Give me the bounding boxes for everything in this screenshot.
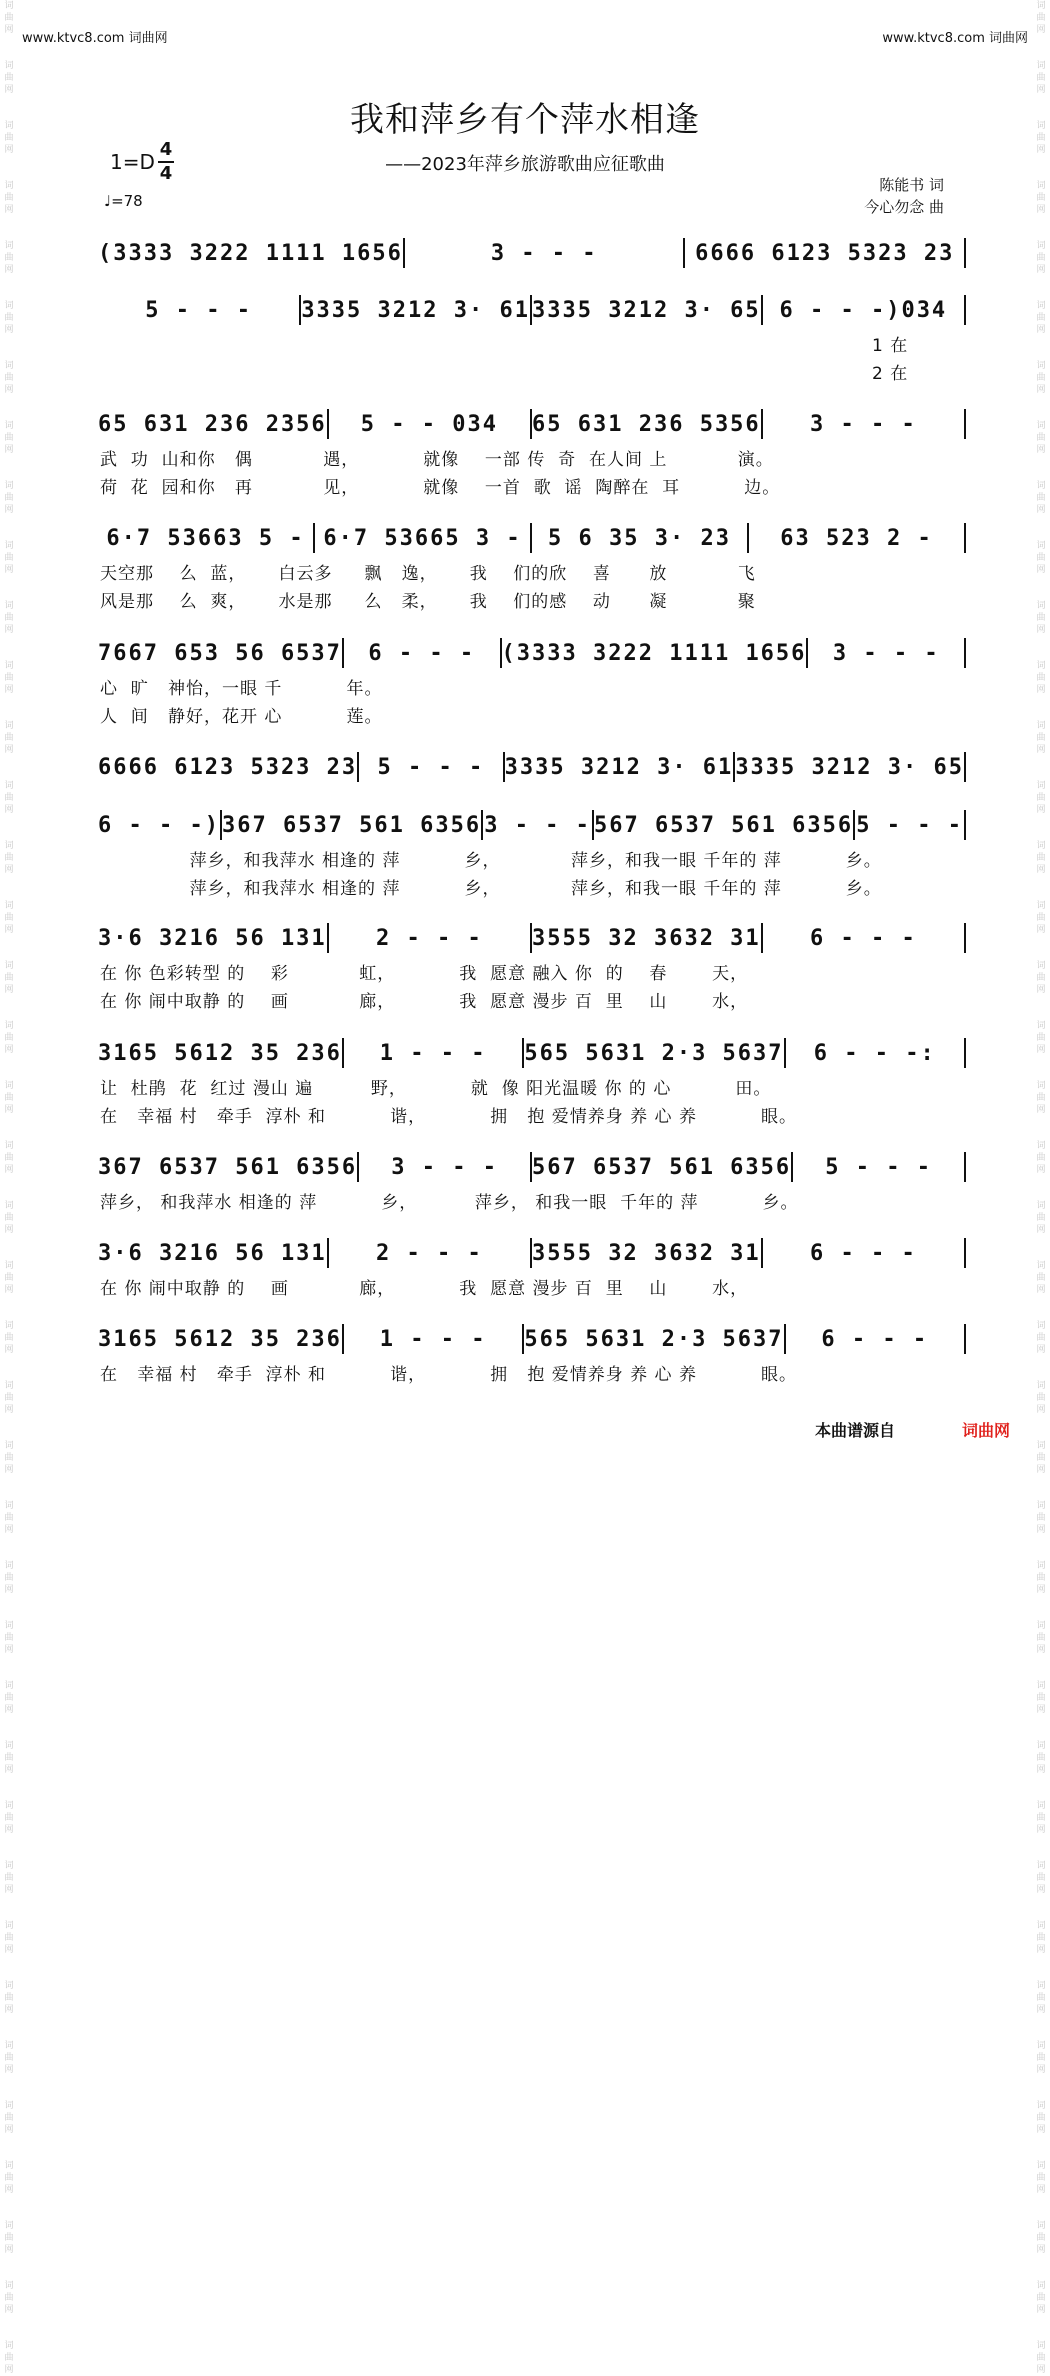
barline [964,523,966,553]
lyric-line: 天空那 么 蓝， 白云多 飘 逸， 我 们的欣 喜 放 飞 [100,564,756,584]
measure: 6 - - - [368,640,476,666]
lyric-line: 风是那 么 爽， 水是那 么 柔， 我 们的感 动 凝 聚 [100,592,756,612]
measure: 6 - - - [809,925,917,951]
lyric-line: 人 间 静好，花开 心 莲。 [100,707,383,727]
barline [964,638,966,668]
time-signature [158,140,174,184]
measure: 5 - - 034 [360,411,498,437]
measure: 3 - - - [809,411,917,437]
barline [964,923,966,953]
measure: 5 - - - [377,754,485,780]
barline [964,1324,966,1354]
score-row [96,407,966,441]
measure: 2 - - - [375,925,483,951]
measure: 567 6537 561 6356 [532,1154,792,1180]
measure: 3·6 3216 56 131 [98,1240,327,1266]
barline [964,1152,966,1182]
measure: 6 - - -: [813,1040,936,1066]
watermark-left-strip: 词 曲 网 词 曲 网 词 曲 网 词 曲 网 词 曲 网 词 曲 网 词 曲 网 词 曲 网 词 曲 网 词 曲 网 词 曲 网 词 曲 网 词 曲 网 词 曲 网 词 曲 网 词 曲 网 词 曲 网 词 曲 网 词 曲 网 词 曲 网 词 曲 网 词 曲 网 词 曲 网 词 曲 网 词 曲 网 词 曲 网 词 曲 网 词 曲 网 词 曲 网 词 曲 网 词 曲 网 词 曲 网 词 曲 网 词 曲 网 词 曲 网 词 曲 网 词 曲 网 词 曲 网 词 曲 网 词 曲 网 [4,1,14,2375]
lyric-line: 1 在 [872,336,909,356]
score-row [96,1322,966,1356]
measure: 3335 3212 3· 65 [735,754,964,780]
measure: 65 631 236 5356 [532,411,761,437]
measure: 3555 32 3632 31 [532,1240,761,1266]
measure: 565 5631 2·3 5637 [524,1326,784,1352]
measure: 6 - - - [821,1326,929,1352]
header-watermark-right: www.ktvc8.com 词曲网 [882,31,1028,46]
lyric-line: 在 你 闹中取静 的 画 廊， 我 愿意 漫步 百 里 山 水， [100,1279,749,1299]
measure: 3 - - - [484,812,591,838]
barline [964,238,966,268]
score-row [96,808,966,842]
lyric-line: 让 杜鹃 花 红过 漫山 遍 野， 就 像 阳光温暖 你 的 心 田。 [100,1079,772,1099]
score-row [96,1036,966,1070]
measure: 367 6537 561 6356 [221,812,482,838]
barline [964,295,966,325]
lyric-line: 在 幸福 村 牵手 淳朴 和 谐， 拥 抱 爱情养身 养 心 养 眼。 [100,1365,797,1385]
measure: 3·6 3216 56 131 [98,925,327,951]
measure: 3 - - - [391,1154,498,1180]
measure: 3165 5612 35 236 [98,1326,342,1352]
measure: 6·7 53663 5 - [106,525,305,551]
measure: 7667 653 56 6537 [98,640,342,666]
measure: 2 - - - [375,1240,483,1266]
measure: 6·7 53665 3 - [323,525,522,551]
lyric-line: 荷 花 园和你 再 见， 就像 一首 歌 谣 陶醉在 耳 边。 [100,478,781,498]
lyric-line: 武 功 山和你 偶 遇， 就像 一部 传 奇 在人间 上 演。 [100,450,774,470]
source-label: 本曲谱源自 [815,1421,896,1440]
barline [964,752,966,782]
measure: 1 - - - [379,1326,487,1352]
lyric-line: 2 在 [872,364,909,384]
measure: 3335 3212 3· 61 [301,297,530,323]
measure: 6666 6123 5323 23 [695,240,955,266]
measure: 3335 3212 3· 61 [504,754,734,780]
lyricist-credit: 陈能书 词 [879,176,944,194]
lyric-line: 在 你 色彩转型 的 彩 虹， 我 愿意 融入 你 的 春 天， [100,964,749,984]
measure: 5 - - - [825,1154,932,1180]
key-signature: 1=D [110,150,155,174]
measure: 6 - - - [809,1240,917,1266]
song-subtitle: ——2023年萍乡旅游歌曲应征歌曲 [385,154,665,175]
measure: (3333 3222 1111 1656 [501,640,807,666]
time-signature-bottom: 4 [159,163,173,184]
source-name: 词曲网 [962,1421,1011,1440]
barline [964,409,966,439]
header-watermark-left: www.ktvc8.com 词曲网 [22,31,168,46]
lyric-line: 在 你 闹中取静 的 画 廊， 我 愿意 漫步 百 里 山 水， [100,992,749,1012]
lyric-line: 在 幸福 村 牵手 淳朴 和 谐， 拥 抱 爱情养身 养 心 养 眼。 [100,1107,797,1127]
watermark-right-strip: 词 曲 网 词 曲 网 词 曲 网 词 曲 网 词 曲 网 词 曲 网 词 曲 网 词 曲 网 词 曲 网 词 曲 网 词 曲 网 词 曲 网 词 曲 网 词 曲 网 词 曲 网 词 曲 网 词 曲 网 词 曲 网 词 曲 网 词 曲 网 词 曲 网 词 曲 网 词 曲 网 词 曲 网 词 曲 网 词 曲 网 词 曲 网 词 曲 网 词 曲 网 词 曲 网 词 曲 网 词 曲 网 词 曲 网 词 曲 网 词 曲 网 词 曲 网 词 曲 网 词 曲 网 词 曲 网 词 曲 网 [1036,1,1046,2375]
lyric-line: 心 旷 神怡，一眼 千 年。 [100,679,383,699]
score-row [96,921,966,955]
measure: 3 - - - [832,640,940,666]
score-row [96,1150,966,1184]
measure: 5 - - - [856,812,963,838]
score-row [96,750,966,784]
time-signature-top: 4 [159,139,173,160]
lyric-line: 萍乡，和我萍水 相逢的 萍 乡， 萍乡，和我一眼 千年的 萍 乡。 [100,879,882,899]
measure: (3333 3222 1111 1656 [98,240,403,266]
measure: 5 6 35 3· 23 [548,525,731,551]
score-row [96,521,966,555]
lyric-line: 萍乡， 和我萍水 相逢的 萍 乡， 萍乡， 和我一眼 千年的 萍 乡。 [100,1193,799,1213]
song-title: 我和萍乡有个萍水相逢 [350,100,700,140]
score-row [96,1236,966,1270]
lyric-line: 萍乡，和我萍水 相逢的 萍 乡， 萍乡，和我一眼 千年的 萍 乡。 [100,851,882,871]
measure: 3165 5612 35 236 [98,1040,342,1066]
measure: 367 6537 561 6356 [98,1154,358,1180]
measure: 3555 32 3632 31 [532,925,761,951]
measure: 65 631 236 2356 [98,411,327,437]
score-row [96,636,966,670]
measure: 6666 6123 5323 23 [98,754,358,780]
measure: 63 523 2 - [780,525,933,551]
measure: 565 5631 2·3 5637 [524,1040,784,1066]
measure: 1 - - - [379,1040,487,1066]
measure: 6 - - -) [98,812,220,838]
measure: 567 6537 561 6356 [593,812,854,838]
barline [964,810,966,840]
tempo-marking: ♩=78 [104,192,143,210]
score-row [96,293,966,327]
barline [964,1038,966,1068]
measure: 3335 3212 3· 65 [532,297,761,323]
measure: 6 - - -)034 [779,297,948,323]
barline [964,1238,966,1268]
measure: 5 - - - [145,297,253,323]
composer-credit: 今心勿念 曲 [864,198,944,216]
measure: 3 - - - [490,240,598,266]
score-row [96,236,966,270]
